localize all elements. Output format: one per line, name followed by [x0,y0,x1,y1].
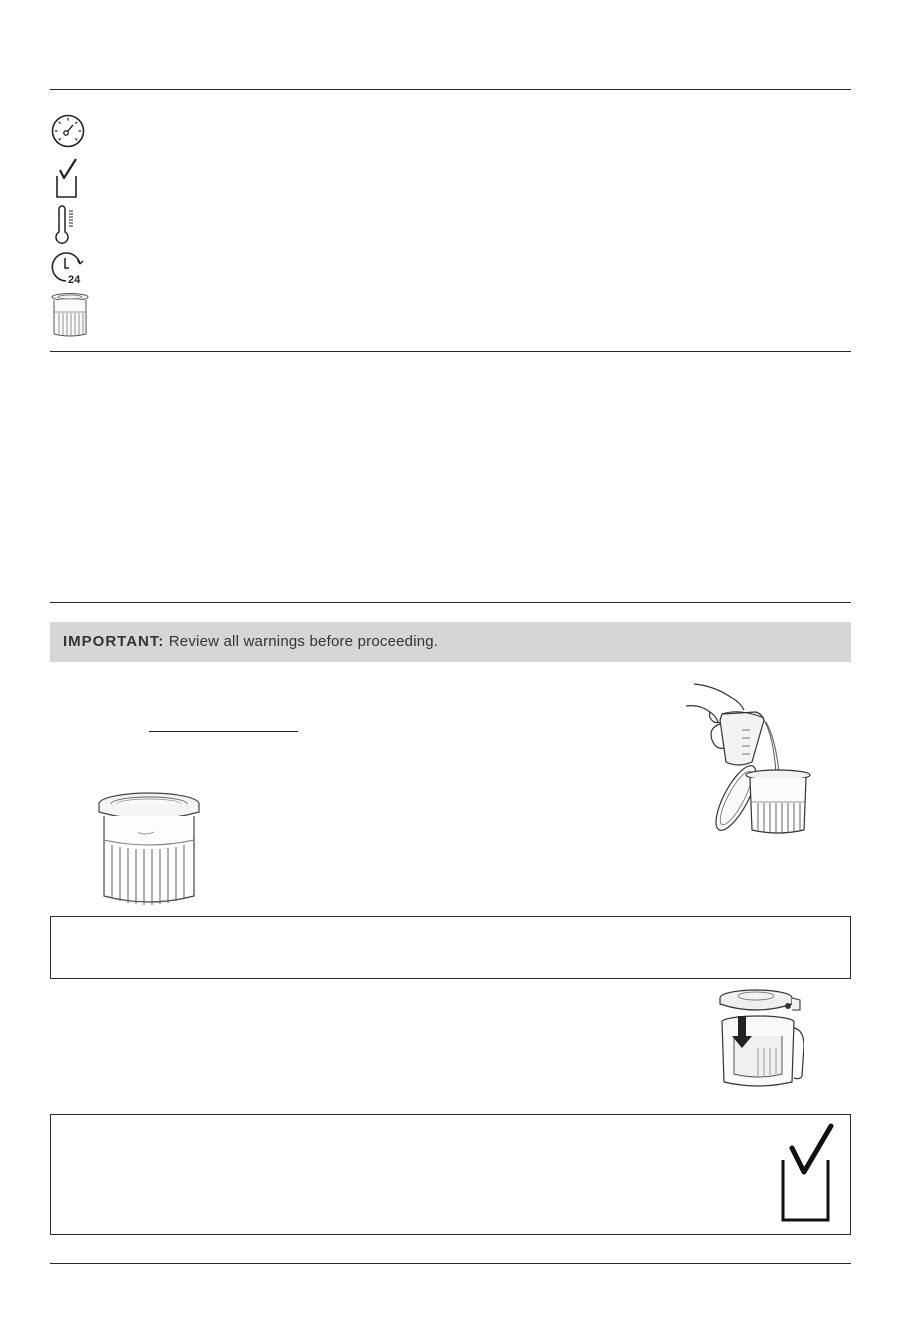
note-box [50,916,851,979]
banner-text [63,633,438,650]
banner-message: Review all warnings before proceeding. [168,633,439,650]
filter-cartridge-icon [50,292,90,338]
thermometer-icon [50,205,80,245]
checked-container-large-icon [778,1120,836,1224]
pressure-gauge-icon [50,113,86,149]
important-banner [50,622,851,662]
link-underline [149,731,298,732]
banner-label: IMPORTANT: [63,633,165,650]
bottom-rule [50,1263,851,1264]
top-rule [50,89,851,90]
tip-box [50,1114,851,1235]
section-rule [50,602,851,603]
pouring-water-illustration [680,678,830,846]
filter-cartridge-illustration [94,790,204,910]
checked-container-icon [50,158,80,198]
24-hour-clock-icon [50,250,86,286]
clock-icon-number: 24 [68,274,81,286]
carafe-insert-illustration [714,986,804,1090]
section-rule [50,351,851,352]
